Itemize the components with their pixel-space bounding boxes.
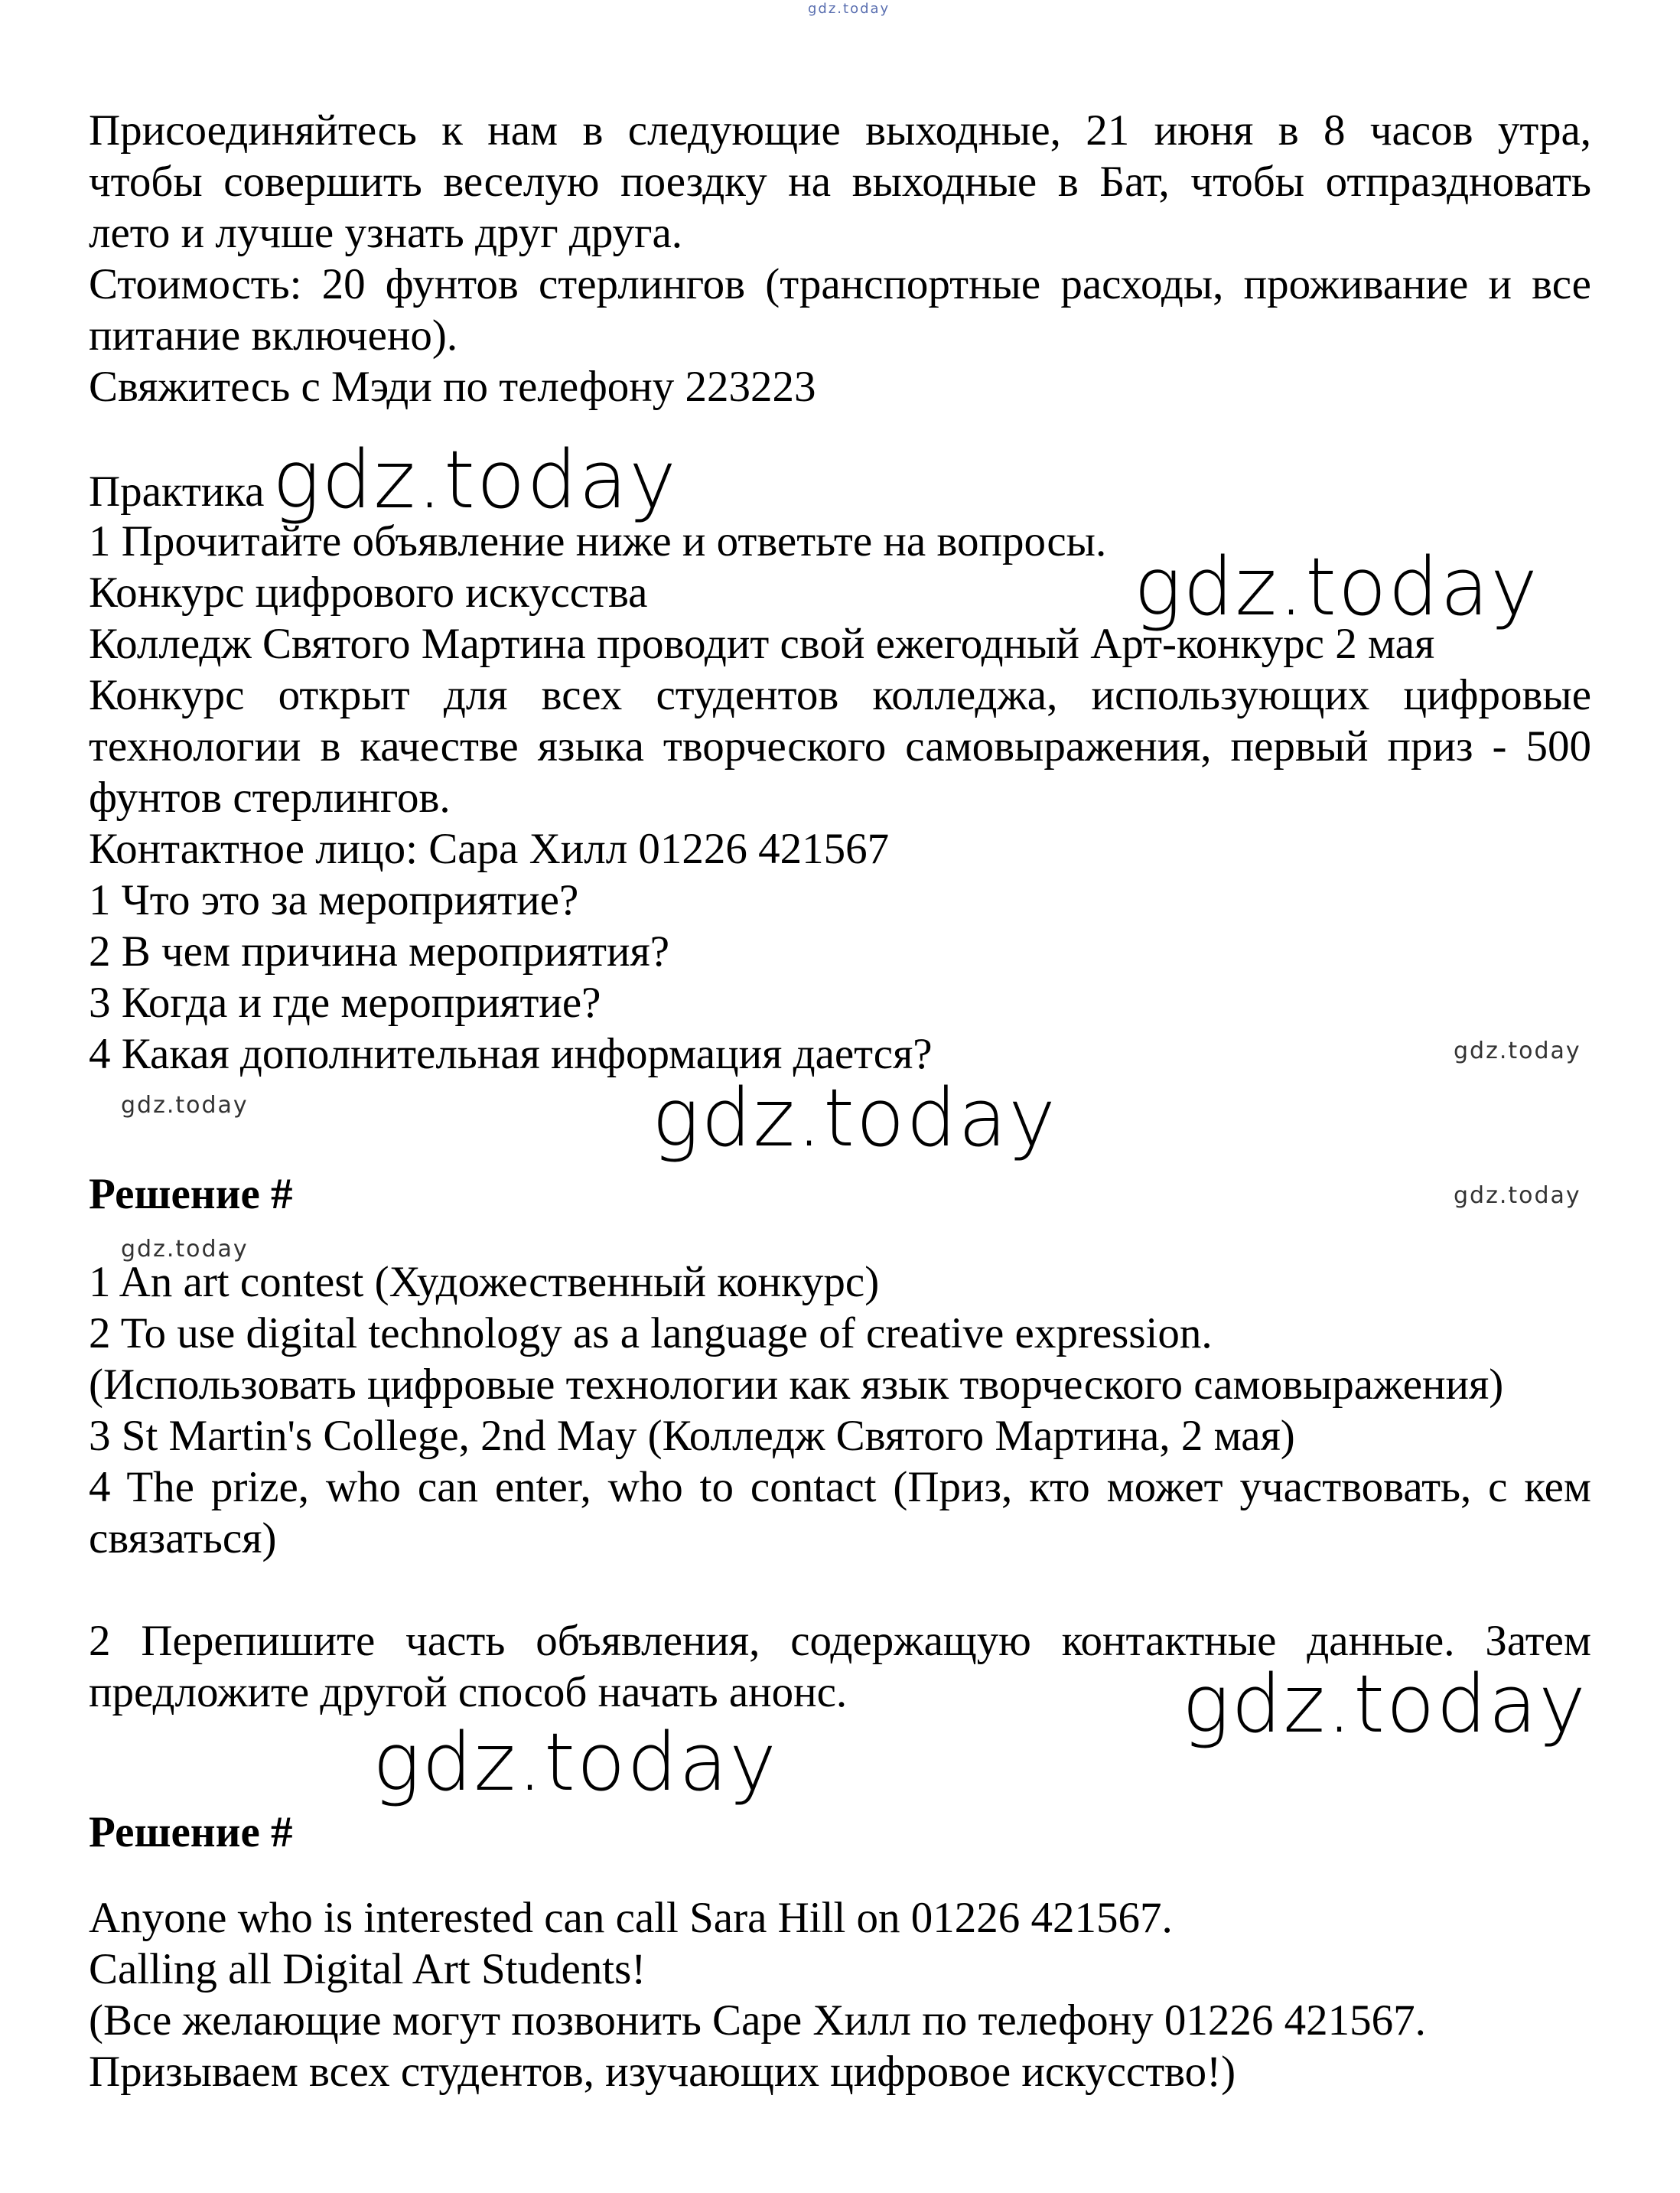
solution-1-line-1: 1 An art contest (Художественный конкурс) <box>89 1258 880 1306</box>
practice-line-6: фунтов стерлингов. <box>89 774 451 822</box>
solution-2-line-2: Calling all Digital Art Students! <box>89 1945 646 1993</box>
watermark-small-4: gdz.today <box>121 1236 249 1263</box>
solution-1-heading: Решение # <box>89 1170 293 1218</box>
solution-2-heading: Решение # <box>89 1808 293 1856</box>
question-2: 2 В чем причина мероприятия? <box>89 927 670 976</box>
task-2-line-2: предложите другой способ начать анонс. <box>89 1668 848 1716</box>
question-3: 3 Когда и где мероприятие? <box>89 979 601 1027</box>
solution-1-line-2: 2 To use digital technology as a language of creative expression. <box>89 1309 1213 1357</box>
solution-1-line-3: (Использовать цифровые технологии как язык творческого самовыражения) <box>89 1360 1504 1409</box>
practice-line-5: технологии в качестве языка творческого самовыражения, первый приз - 500 <box>89 722 1591 771</box>
solution-2-line-4: Призываем всех студентов, изучающих цифровое искусство!) <box>89 2048 1236 2096</box>
intro-line-3: лето и лучше узнать друг друга. <box>89 209 683 257</box>
watermark-big-4: gdz.today <box>1182 1657 1587 1751</box>
intro-line-5: питание включено). <box>89 311 458 360</box>
practice-line-7: Контактное лицо: Сара Хилл 01226 421567 <box>89 825 890 873</box>
solution-2-line-3: (Все желающие могут позвонить Саре Хилл по телефону 01226 421567. <box>89 1996 1426 2045</box>
task-2-line-1: 2 Перепишите часть объявления, содержащую контактные данные. Затем <box>89 1617 1591 1665</box>
intro-line-4: Стоимость: 20 фунтов стерлингов (транспортные расходы, проживание и все <box>89 260 1591 308</box>
practice-heading: Практика <box>89 468 265 516</box>
question-1: 1 Что это за мероприятие? <box>89 876 579 924</box>
practice-line-1: 1 Прочитайте объявление ниже и ответьте на вопросы. <box>89 517 1107 565</box>
watermark-big-5: gdz.today <box>373 1716 778 1809</box>
watermark-small-1: gdz.today <box>1454 1038 1581 1064</box>
watermark-small-3: gdz.today <box>1454 1182 1581 1209</box>
solution-1-line-6: связаться) <box>89 1514 277 1562</box>
solution-1-line-5: 4 The prize, who can enter, who to contact (Приз, кто может участвовать, с кем <box>89 1463 1591 1511</box>
intro-line-6: Свяжитесь с Мэди по телефону 223223 <box>89 363 816 411</box>
solution-2-line-1: Anyone who is interested can call Sara Hill on 01226 421567. <box>89 1894 1173 1942</box>
practice-line-2: Конкурс цифрового искусства <box>89 569 648 617</box>
top-watermark: gdz.today <box>808 1 890 17</box>
question-4: 4 Какая дополнительная информация дается? <box>89 1030 933 1078</box>
watermark-small-2: gdz.today <box>121 1092 249 1119</box>
intro-line-2: чтобы совершить веселую поездку на выходные в Бат, чтобы отпраздновать <box>89 158 1591 206</box>
watermark-big-1: gdz.today <box>272 433 678 526</box>
watermark-big-2: gdz.today <box>1134 540 1539 634</box>
watermark-big-3: gdz.today <box>652 1071 1057 1165</box>
practice-line-4: Конкурс открыт для всех студентов колледжа, использующих цифровые <box>89 671 1591 719</box>
intro-line-1: Присоединяйтесь к нам в следующие выходные, 21 июня в 8 часов утра, <box>89 106 1591 155</box>
solution-1-line-4: 3 St Martin's College, 2nd May (Колледж Святого Мартина, 2 мая) <box>89 1412 1295 1460</box>
practice-line-3: Колледж Святого Мартина проводит свой ежегодный Арт-конкурс 2 мая <box>89 620 1435 668</box>
